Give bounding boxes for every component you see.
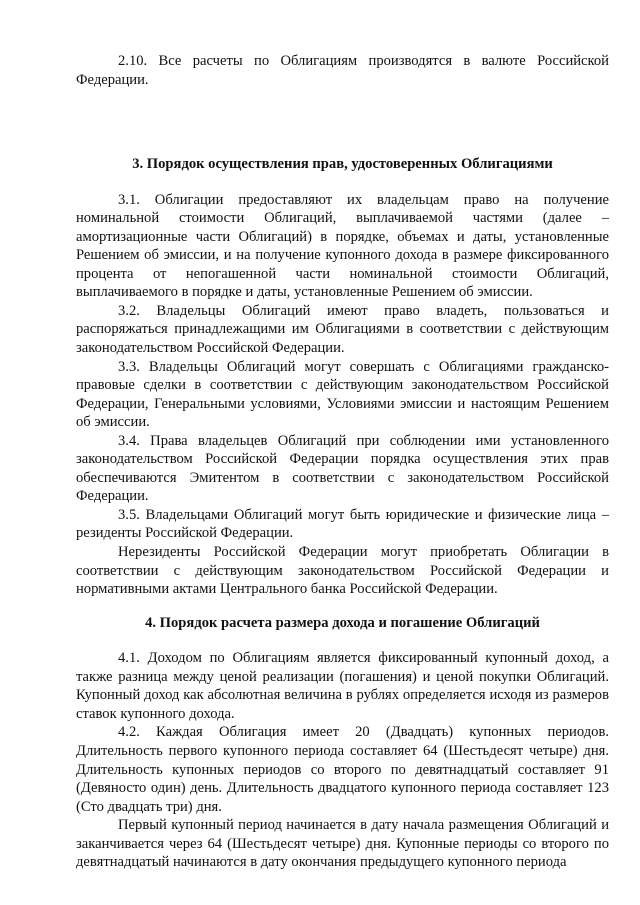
spacer bbox=[76, 599, 609, 614]
spacer bbox=[76, 89, 609, 155]
paragraph-3-2: 3.2. Владельцы Облигаций имеют право владеть, пользоваться и распоряжаться принадлежащими им Облигациями в соответствии с действующим законодательством Российской Федерации. bbox=[76, 302, 609, 357]
paragraph-4-1: 4.1. Доходом по Облигациям является фиксированный купонный доход, а также разница между ценой реализации (погашения) и ценой покупки Облигаций. Купонный доход как абсолютная величина в рублях определяется исходя из размеров ставок купонного дохода. bbox=[76, 650, 609, 722]
spacer bbox=[76, 632, 609, 649]
paragraph-3-1: 3.1. Облигации предоставляют их владельцам право на получение номинальной стоимости Облигаций, выплачиваемой частями (далее – амортизационные части Облигаций) в порядке, объемах и даты, установленные Решением об эмиссии, и на получение купонного дохода в размере фиксированного процента от непогашенной части номинальной стоимости Облигаций, выплачиваемого в порядке и даты, установленные Решением об эмиссии. bbox=[76, 191, 609, 301]
paragraph-4-2: 4.2. Каждая Облигация имеет 20 (Двадцать) купонных периодов. Длительность первого купонного периода составляет 64 (Шестьдесят четыре) дня. Длительность купонных периодов со второго по девятнадцатый составляет 91 (Девяносто один) день. Длительность двадцатого купонного периода составляет 123 (Сто двадцать три) дня. bbox=[76, 724, 609, 815]
document-page bbox=[76, 52, 609, 872]
paragraph-nonresidents: Нерезиденты Российской Федерации могут приобретать Облигации в соответствии с действующим законодательством Российской Федерации и нормативными актами Центрального банка Российской Федерации. bbox=[76, 544, 609, 598]
section-3-heading: 3. Порядок осуществления прав, удостоверенных Облигациями bbox=[132, 156, 553, 173]
paragraph-first-coupon-period: Первый купонный период начинается в дату начала размещения Облигаций и заканчивается через 64 (Шестьдесят четыре) дня. Купонные периоды со второго по девятнадцатый начинаются в дату окончания предыдущего купонного периода bbox=[76, 817, 609, 871]
spacer bbox=[76, 174, 609, 191]
paragraph-3-3: 3.3. Владельцы Облигаций могут совершать с Облигациями гражданско-правовые сделки в соответствии с действующим законодательством Российской Федерации, Генеральными условиями, Условиями эмиссии и настоящим Решением об эмиссии. bbox=[76, 358, 609, 431]
paragraph-3-5: 3.5. Владельцами Облигаций могут быть юридические и физические лица – резиденты Российской Федерации. bbox=[76, 506, 609, 542]
section-4-heading: 4. Порядок расчета размера дохода и погашение Облигаций bbox=[145, 614, 540, 631]
paragraph-3-4: 3.4. Права владельцев Облигаций при соблюдении ими установленного законодательством Российской Федерации порядка осуществления этих прав обеспечиваются Эмитентом в соответствии с законодательством Российской Федерации. bbox=[76, 432, 609, 505]
paragraph-2-10: 2.10. Все расчеты по Облигациям производятся в валюте Российской Федерации. bbox=[76, 53, 609, 88]
